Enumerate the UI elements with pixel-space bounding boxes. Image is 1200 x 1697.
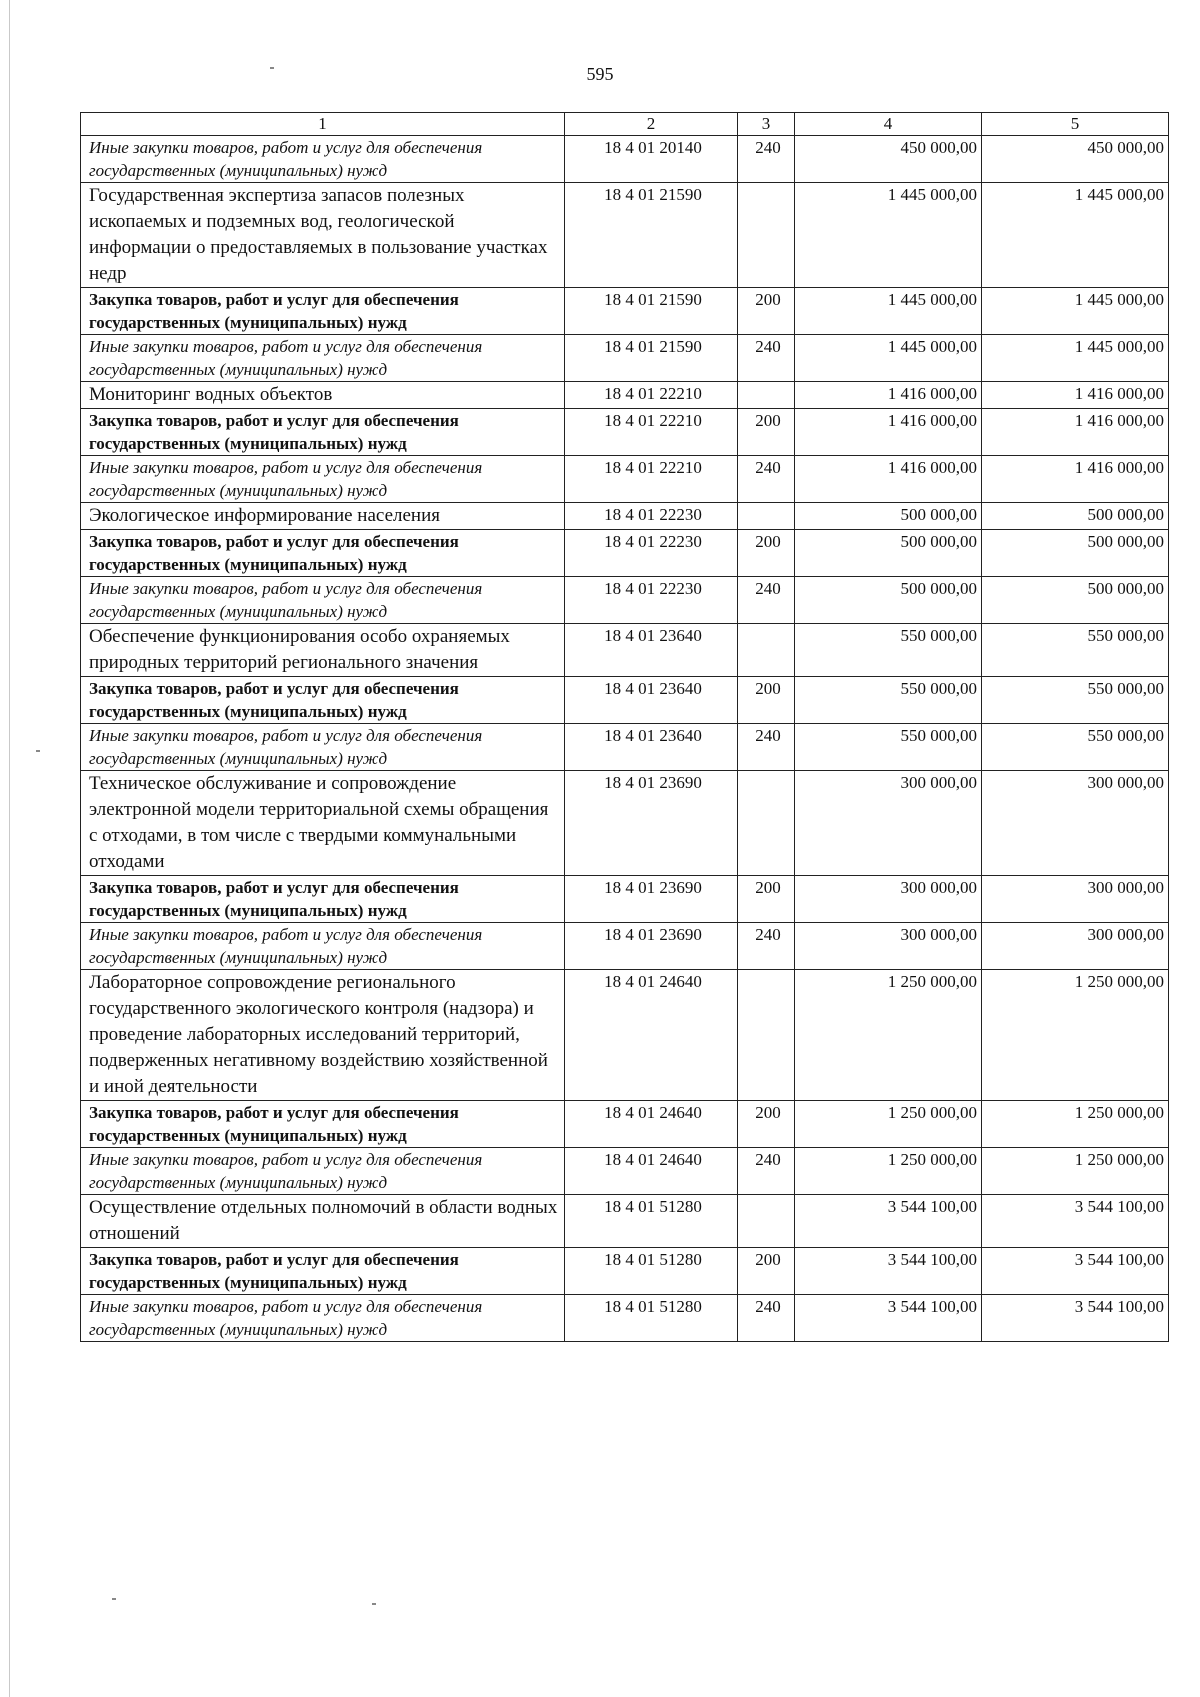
row-code-cell: 18 4 01 23690 [565, 876, 738, 923]
row-amount-1-cell: 3 544 100,00 [795, 1248, 982, 1295]
row-amount-2-cell: 500 000,00 [982, 577, 1169, 624]
row-amount-1-cell: 450 000,00 [795, 136, 982, 183]
row-name-cell: Иные закупки товаров, работ и услуг для обеспечения государственных (муниципальных) нужд [81, 456, 565, 503]
scan-speck [36, 750, 40, 752]
row-code-cell: 18 4 01 22230 [565, 530, 738, 577]
table-row [81, 724, 1169, 771]
row-expense-type-cell: 240 [738, 724, 795, 771]
row-name-cell: Осуществление отдельных полномочий в области водных отношений [81, 1195, 565, 1248]
row-amount-2-cell: 3 544 100,00 [982, 1295, 1169, 1342]
row-name-cell: Иные закупки товаров, работ и услуг для обеспечения государственных (муниципальных) нужд [81, 1295, 565, 1342]
table-row [81, 456, 1169, 503]
row-expense-type-cell [738, 183, 795, 288]
table-row [81, 677, 1169, 724]
column-header-2: 2 [565, 113, 738, 136]
column-header-4: 4 [795, 113, 982, 136]
row-name-cell: Техническое обслуживание и сопровождение электронной модели территориальной схемы обращения с отходами, в том числе с твердыми коммунальными отходами [81, 771, 565, 876]
row-name-cell: Экологическое информирование населения [81, 503, 565, 530]
table-body [81, 136, 1169, 1342]
table-row [81, 136, 1169, 183]
row-amount-1-cell: 1 416 000,00 [795, 456, 982, 503]
table-row [81, 530, 1169, 577]
scan-speck [270, 67, 274, 69]
row-amount-2-cell: 1 250 000,00 [982, 970, 1169, 1101]
row-code-cell: 18 4 01 21590 [565, 335, 738, 382]
row-amount-2-cell: 500 000,00 [982, 530, 1169, 577]
row-code-cell: 18 4 01 23690 [565, 771, 738, 876]
row-amount-2-cell: 1 445 000,00 [982, 183, 1169, 288]
row-name-cell: Иные закупки товаров, работ и услуг для обеспечения государственных (муниципальных) нужд [81, 136, 565, 183]
row-name-cell: Мониторинг водных объектов [81, 382, 565, 409]
row-name-cell: Иные закупки товаров, работ и услуг для обеспечения государственных (муниципальных) нужд [81, 577, 565, 624]
row-amount-2-cell: 3 544 100,00 [982, 1248, 1169, 1295]
row-code-cell: 18 4 01 51280 [565, 1195, 738, 1248]
row-code-cell: 18 4 01 22210 [565, 456, 738, 503]
table-row [81, 624, 1169, 677]
table-row [81, 1101, 1169, 1148]
row-amount-1-cell: 550 000,00 [795, 724, 982, 771]
row-amount-2-cell: 1 445 000,00 [982, 288, 1169, 335]
row-amount-1-cell: 300 000,00 [795, 876, 982, 923]
row-amount-1-cell: 1 445 000,00 [795, 335, 982, 382]
row-amount-1-cell: 500 000,00 [795, 530, 982, 577]
table-header-row [81, 113, 1169, 136]
table-row [81, 409, 1169, 456]
row-name-cell: Закупка товаров, работ и услуг для обеспечения государственных (муниципальных) нужд [81, 1248, 565, 1295]
row-amount-2-cell: 550 000,00 [982, 624, 1169, 677]
table-row [81, 1195, 1169, 1248]
row-name-cell: Закупка товаров, работ и услуг для обеспечения государственных (муниципальных) нужд [81, 409, 565, 456]
row-amount-1-cell: 1 250 000,00 [795, 1148, 982, 1195]
row-expense-type-cell: 200 [738, 876, 795, 923]
column-header-1: 1 [81, 113, 565, 136]
row-amount-2-cell: 300 000,00 [982, 923, 1169, 970]
table-row [81, 1248, 1169, 1295]
row-code-cell: 18 4 01 20140 [565, 136, 738, 183]
table-row [81, 1148, 1169, 1195]
row-amount-1-cell: 1 445 000,00 [795, 288, 982, 335]
row-amount-2-cell: 300 000,00 [982, 771, 1169, 876]
row-code-cell: 18 4 01 22210 [565, 382, 738, 409]
row-code-cell: 18 4 01 21590 [565, 288, 738, 335]
row-amount-2-cell: 1 445 000,00 [982, 335, 1169, 382]
scan-speck [372, 1603, 376, 1605]
row-amount-1-cell: 300 000,00 [795, 923, 982, 970]
row-amount-1-cell: 1 445 000,00 [795, 183, 982, 288]
row-amount-1-cell: 3 544 100,00 [795, 1195, 982, 1248]
row-name-cell: Иные закупки товаров, работ и услуг для обеспечения государственных (муниципальных) нужд [81, 923, 565, 970]
row-name-cell: Закупка товаров, работ и услуг для обеспечения государственных (муниципальных) нужд [81, 1101, 565, 1148]
table-row [81, 771, 1169, 876]
row-name-cell: Обеспечение функционирования особо охраняемых природных территорий регионального значения [81, 624, 565, 677]
row-code-cell: 18 4 01 21590 [565, 183, 738, 288]
row-name-cell: Закупка товаров, работ и услуг для обеспечения государственных (муниципальных) нужд [81, 288, 565, 335]
row-expense-type-cell: 200 [738, 677, 795, 724]
row-name-cell: Лабораторное сопровождение регионального государственного экологического контроля (надзора) и проведение лабораторных исследований территорий, подверженных негативному воздействию хозяйственной и иной деятельности [81, 970, 565, 1101]
table-row [81, 183, 1169, 288]
page-number: 595 [586, 64, 614, 84]
scan-edge-line [9, 0, 10, 1697]
row-code-cell: 18 4 01 22230 [565, 577, 738, 624]
row-amount-2-cell: 300 000,00 [982, 876, 1169, 923]
row-name-cell: Иные закупки товаров, работ и услуг для обеспечения государственных (муниципальных) нужд [81, 724, 565, 771]
row-code-cell: 18 4 01 24640 [565, 1101, 738, 1148]
row-expense-type-cell: 240 [738, 577, 795, 624]
table-row [81, 577, 1169, 624]
row-code-cell: 18 4 01 23690 [565, 923, 738, 970]
row-expense-type-cell [738, 771, 795, 876]
table-row [81, 382, 1169, 409]
row-amount-2-cell: 1 416 000,00 [982, 456, 1169, 503]
row-amount-2-cell: 500 000,00 [982, 503, 1169, 530]
row-amount-2-cell: 3 544 100,00 [982, 1195, 1169, 1248]
row-code-cell: 18 4 01 23640 [565, 724, 738, 771]
row-expense-type-cell [738, 503, 795, 530]
row-amount-1-cell: 3 544 100,00 [795, 1295, 982, 1342]
row-name-cell: Государственная экспертиза запасов полезных ископаемых и подземных вод, геологической информации о предоставляемых в пользование участках недр [81, 183, 565, 288]
table-row [81, 970, 1169, 1101]
row-code-cell: 18 4 01 51280 [565, 1248, 738, 1295]
row-amount-2-cell: 1 250 000,00 [982, 1148, 1169, 1195]
row-amount-1-cell: 1 250 000,00 [795, 1101, 982, 1148]
row-expense-type-cell: 200 [738, 530, 795, 577]
row-expense-type-cell: 200 [738, 1101, 795, 1148]
row-name-cell: Закупка товаров, работ и услуг для обеспечения государственных (муниципальных) нужд [81, 677, 565, 724]
table-row [81, 503, 1169, 530]
row-code-cell: 18 4 01 23640 [565, 677, 738, 724]
row-code-cell: 18 4 01 23640 [565, 624, 738, 677]
row-amount-1-cell: 1 416 000,00 [795, 409, 982, 456]
row-expense-type-cell [738, 382, 795, 409]
row-code-cell: 18 4 01 51280 [565, 1295, 738, 1342]
row-expense-type-cell [738, 624, 795, 677]
row-expense-type-cell: 200 [738, 409, 795, 456]
row-amount-1-cell: 550 000,00 [795, 677, 982, 724]
row-amount-2-cell: 550 000,00 [982, 677, 1169, 724]
row-amount-1-cell: 550 000,00 [795, 624, 982, 677]
row-expense-type-cell: 240 [738, 1295, 795, 1342]
row-amount-2-cell: 1 250 000,00 [982, 1101, 1169, 1148]
row-expense-type-cell: 240 [738, 335, 795, 382]
table-row [81, 876, 1169, 923]
row-amount-2-cell: 1 416 000,00 [982, 409, 1169, 456]
row-expense-type-cell: 240 [738, 1148, 795, 1195]
row-name-cell: Закупка товаров, работ и услуг для обеспечения государственных (муниципальных) нужд [81, 530, 565, 577]
row-amount-1-cell: 1 250 000,00 [795, 970, 982, 1101]
table-row [81, 1295, 1169, 1342]
table-row [81, 923, 1169, 970]
row-expense-type-cell: 240 [738, 456, 795, 503]
row-expense-type-cell [738, 1195, 795, 1248]
row-name-cell: Закупка товаров, работ и услуг для обеспечения государственных (муниципальных) нужд [81, 876, 565, 923]
row-amount-1-cell: 500 000,00 [795, 503, 982, 530]
table-row [81, 288, 1169, 335]
column-header-5: 5 [982, 113, 1169, 136]
row-expense-type-cell [738, 970, 795, 1101]
row-amount-1-cell: 300 000,00 [795, 771, 982, 876]
row-name-cell: Иные закупки товаров, работ и услуг для обеспечения государственных (муниципальных) нужд [81, 335, 565, 382]
row-code-cell: 18 4 01 22230 [565, 503, 738, 530]
row-amount-2-cell: 450 000,00 [982, 136, 1169, 183]
column-header-3: 3 [738, 113, 795, 136]
row-code-cell: 18 4 01 24640 [565, 1148, 738, 1195]
table-row [81, 335, 1169, 382]
row-expense-type-cell: 200 [738, 288, 795, 335]
row-code-cell: 18 4 01 24640 [565, 970, 738, 1101]
budget-table [80, 112, 1169, 1342]
scan-speck [112, 1598, 116, 1600]
row-expense-type-cell: 240 [738, 136, 795, 183]
row-amount-1-cell: 1 416 000,00 [795, 382, 982, 409]
row-name-cell: Иные закупки товаров, работ и услуг для обеспечения государственных (муниципальных) нужд [81, 1148, 565, 1195]
row-code-cell: 18 4 01 22210 [565, 409, 738, 456]
row-amount-1-cell: 500 000,00 [795, 577, 982, 624]
row-expense-type-cell: 200 [738, 1248, 795, 1295]
row-expense-type-cell: 240 [738, 923, 795, 970]
row-amount-2-cell: 1 416 000,00 [982, 382, 1169, 409]
row-amount-2-cell: 550 000,00 [982, 724, 1169, 771]
